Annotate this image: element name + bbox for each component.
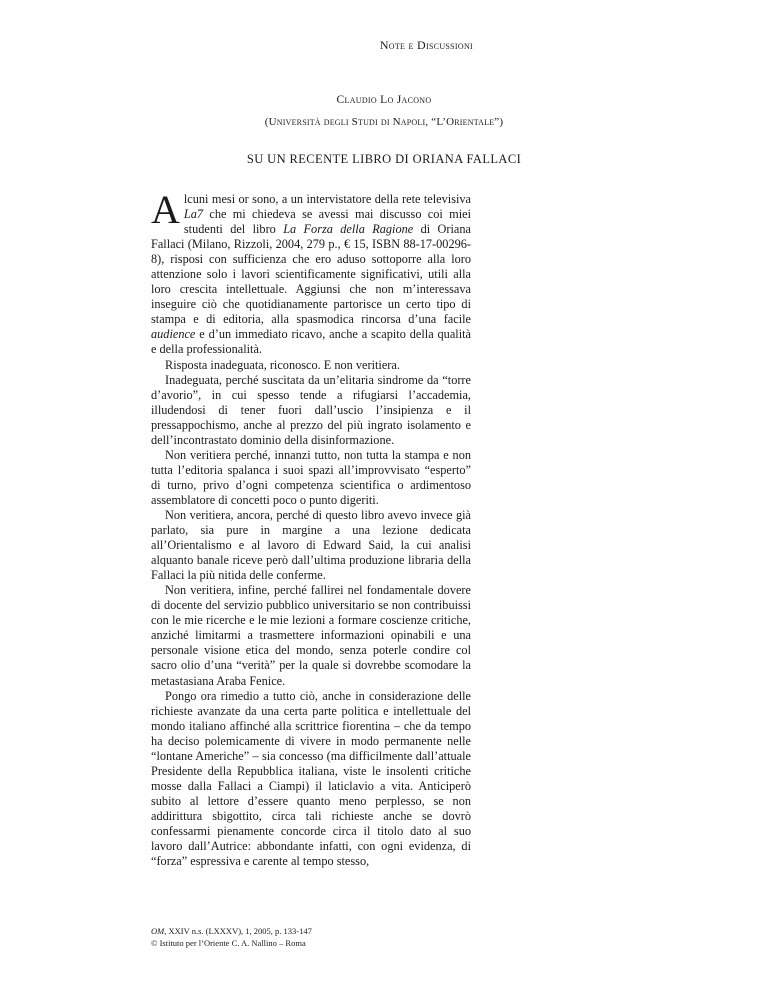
paragraph-4: Non veritiera perché, innanzi tutto, non tutta la stampa e non tutta l’editoria spalanca i suoi spazi all’improvvisato “esperto” di turno, privo d’ogni competenza scientifica o ardimentoso assemblatore di concetti poco o punto digeriti. (151, 447, 471, 507)
drop-cap: A (151, 187, 180, 232)
paragraph-3: Inadeguata, perché suscitata da un’elitaria sindrome da “torre d’avorio”, in cui spesso tende a rifugiarsi l’accademia, illudendosi di tener fuori dall’uscio l’insipienza e il pressappochismo, anche al prezzo del più ingrato isolamento e dell’incontrastato dominio della disinformazione. (151, 372, 471, 447)
paragraph-7: Pongo ora rimedio a tutto ciò, anche in considerazione delle richieste avanzate da una certa parte politica e intellettuale del mondo italiano affinché alla scrittrice fiorentina – che da tempo ha deciso polemicamente di vivere in modo permanente nelle “lontane Americhe” – sia concesso (ma difficilmente dall’attuale Presidente della Repubblica italiana, viste le insolenti critiche mosse dalla Fallaci a Ciampi) il laticlavio a vita. Anticiperò subito al lettore d’essere quanto meno perplesso, se non addirittura sbigottito, circa tali richieste anche se dovrò confessarmi pienamente concorde circa il titolo dato al suo lavoro dall’Autrice: abbondante infatti, con ogni evidenza, di “forza” espressiva e carente al tempo stesso, (151, 688, 471, 869)
journal-abbreviation: OM (151, 926, 165, 936)
citation-text: , XXIV n.s. (LXXXV), 1, 2005, p. 133-147 (164, 926, 312, 936)
paragraph-text: di Oriana Fallaci (Milano, Rizzoli, 2004, 279 p., € 15, ISBN 88-17-00296-8), risposi con sufficienza che ero aduso sottoporre alla loro attenzione solo i lavori scientificamente significativi, utili alla loro crescita intellettuale. Aggiunsi che non m’interessava inseguire ciò che quotidianamente partorisce un certo tipo di stampa e di editoria, alla spasmodica rincorsa d’una facile (151, 222, 471, 327)
article-title: SU UN RECENTE LIBRO DI ORIANA FALLACI (246, 152, 522, 166)
paragraph-1 (151, 187, 471, 358)
paragraph-5: Non veritiera, ancora, perché di questo libro avevo invece già parlato, sia pure in margine a una lezione dedicata all’Orientalismo e al lavoro di Edward Said, la cui analisi alquanto banale riceve però dall’ultima produzione libraria della Fallaci la più nitida delle conferme. (151, 507, 471, 583)
italic-text: La7 (183, 207, 204, 222)
journal-citation (151, 926, 471, 938)
paragraph-text: che mi chiedeva se avessi mai discusso coi miei studenti del libro (183, 207, 471, 237)
page-footer (151, 926, 471, 949)
paragraph-text: e d’un immediato ricavo, anche a scapito della qualità e della professionalità. (151, 327, 471, 357)
paragraph-2: Risposta inadeguata, riconosco. E non veritiera. (165, 357, 400, 372)
copyright-line: © Istituto per l’Oriente C. A. Nallino – Roma (151, 937, 306, 948)
paragraph-6: Non veritiera, infine, perché fallirei nel fondamentale dovere di docente del servizio pubblico universitario se non contribuissi con le mie ricerche e le mie lezioni a formare coscienze critiche, anziché limitarmi a trasmettere informazioni opinabili e una personale visione etica del mondo, senza poterle condire col sacro olio d’una “verità” per la quale si dovrebbe scomodare la metastasiana Araba Fenice. (151, 583, 471, 688)
author-name: Claudio Lo Jacono (336, 94, 432, 106)
book-title: La Forza della Ragione (283, 222, 414, 237)
author-affiliation: (Università degli Studi di Napoli, “L’Orientale”) (264, 116, 504, 128)
italic-text: audience (151, 327, 196, 342)
article-body (151, 187, 471, 869)
paragraph-text: lcuni mesi or sono, a un intervistatore della rete televisiva (183, 192, 471, 206)
running-head: Note e Discussioni (379, 38, 473, 52)
